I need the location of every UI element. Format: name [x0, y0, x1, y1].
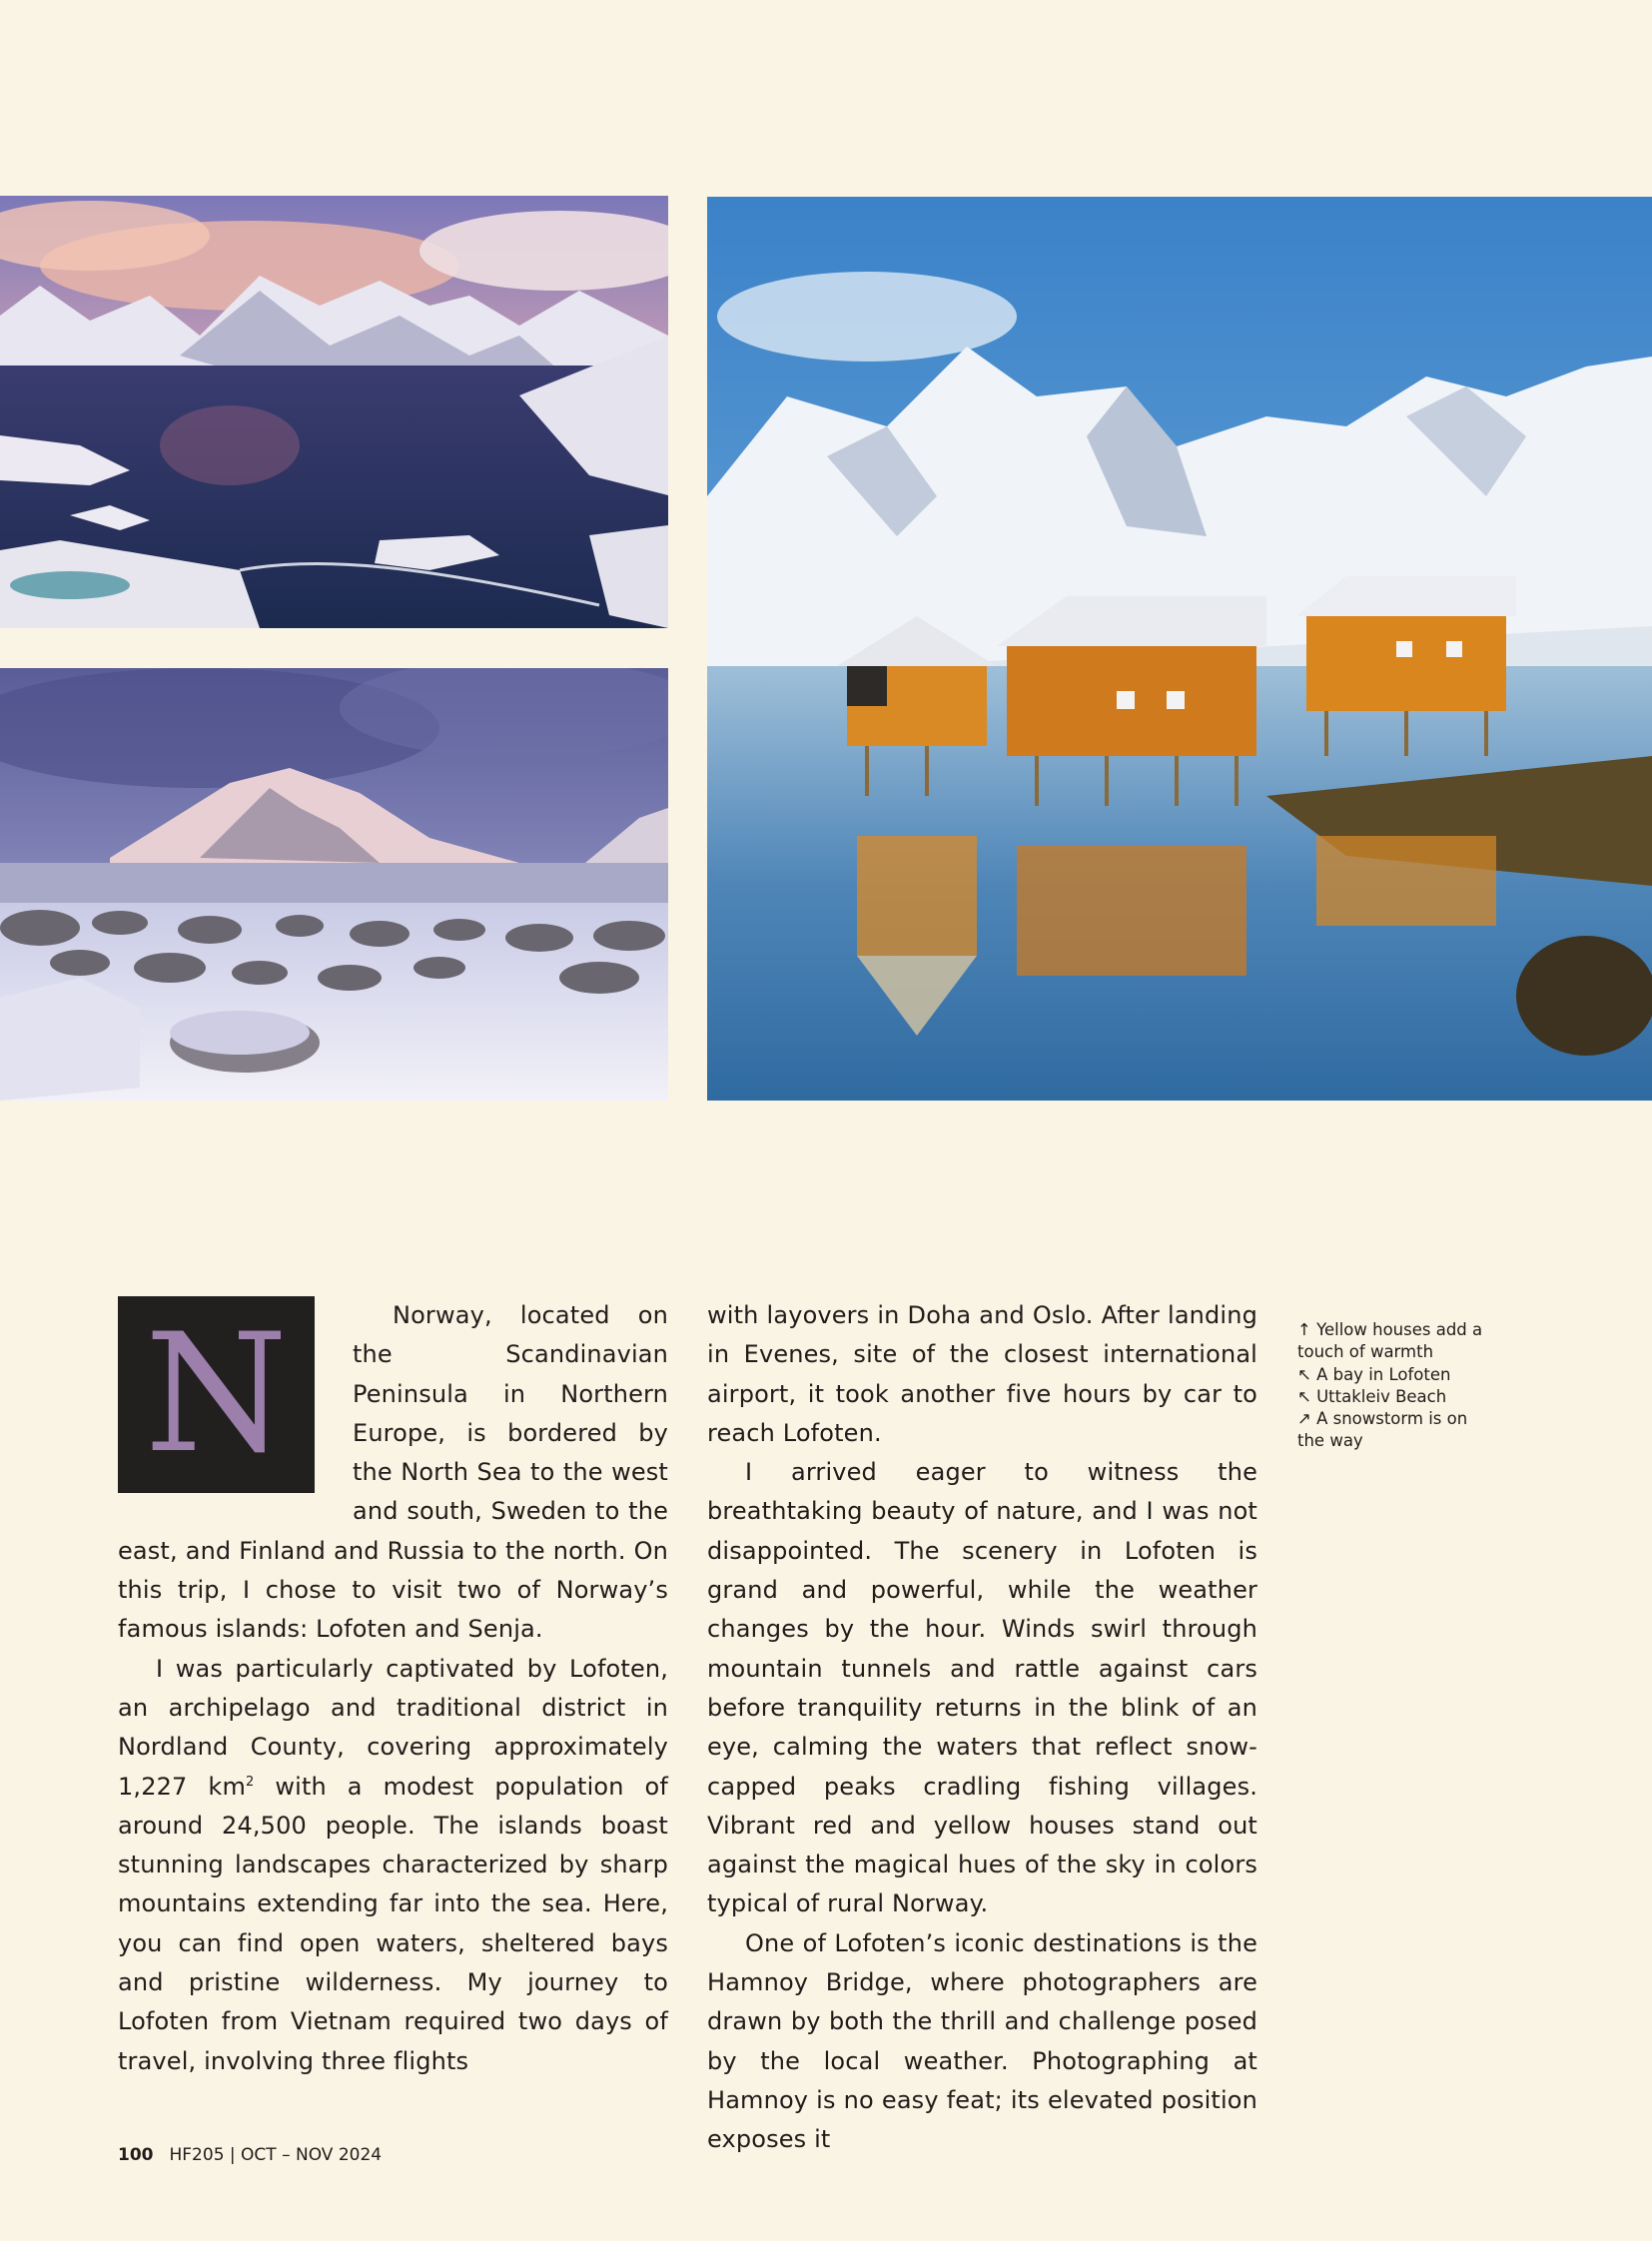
caption-yellow-houses: ↑ Yellow houses add a touch of warmth [1297, 1320, 1483, 1362]
article-paragraph-arrival: I arrived eager to witness the breathtaking beauty of nature, and I was not disappointed. The scenery in Lofoten is grand and powerful, while the weather changes by the hour. Winds swirl through mountain tunnels and rattle against cars before tranquility returns in the blink of an eye, calming the waters that reflect snow-capped peaks cradling fishing villages. Vibrant red and yellow houses stand out against the magical hues of the sky in colors typical of rural Norway. [707, 1458, 1257, 1918]
page-number: 100 [118, 2145, 154, 2165]
page-footer [118, 2144, 382, 2166]
caption-snowstorm: ↗ A snowstorm is on the way [1297, 1409, 1468, 1451]
dropcap-letter: N [144, 1298, 289, 1489]
article-paragraph-lofoten [118, 1650, 668, 2081]
photo-houses-image [707, 197, 1652, 1101]
issue-label: HF205 | OCT – NOV 2024 [169, 2145, 383, 2165]
dropcap-box [118, 1296, 315, 1493]
superscript-squared: 2 [245, 1774, 255, 1790]
caption-beach: ↖ Uttakleiv Beach [1297, 1386, 1447, 1406]
article-paragraph-intro-text: Norway, located on the Scandinavian Peninsula in Northern Europe, is bordered by the North Sea to the west and south, Sweden to the east, and Finland and Russia to the north. On this trip, I chose to visit two of Norway’s famous islands: Lofoten and Senja. [118, 1301, 668, 1644]
article-paragraph-lofoten-text: I was particularly captivated by Lofoten, an archipelago and traditional district in Nordland County, covering approximately 1,227 km [118, 1654, 668, 1801]
article-column-right [707, 1296, 1257, 2160]
caption-bay: ↖ A bay in Lofoten [1297, 1364, 1451, 1384]
photo-bay-lofoten [0, 196, 668, 628]
article-paragraph-layovers: with layovers in Doha and Oslo. After landing in Evenes, site of the closest international airport, it took another five hours by car to reach Lofoten. [707, 1301, 1257, 1447]
photo-uttakleiv-beach [0, 668, 668, 1101]
article-paragraph-lofoten-text-cont: with a modest population of around 24,500 people. The islands boast stunning landscapes characterized by sharp mountains extending far into the sea. Here, you can find open waters, sheltered bays and pristine wilderness. My journey to Lofoten from Vietnam required two days of travel, involving three flights [118, 1772, 668, 2075]
article-paragraph-hamnoy: One of Lofoten’s iconic destinations is the Hamnoy Bridge, where photographers are drawn by both the thrill and challenge posed by the local weather. Photographing at Hamnoy is no easy feat; its elevated position exposes it [707, 1928, 1257, 2154]
photo-beach-image [0, 668, 668, 1101]
photo-captions [1297, 1319, 1487, 1453]
photo-yellow-houses [707, 197, 1652, 1101]
photo-bay-image [0, 196, 668, 628]
article-column-left [118, 1296, 668, 2081]
